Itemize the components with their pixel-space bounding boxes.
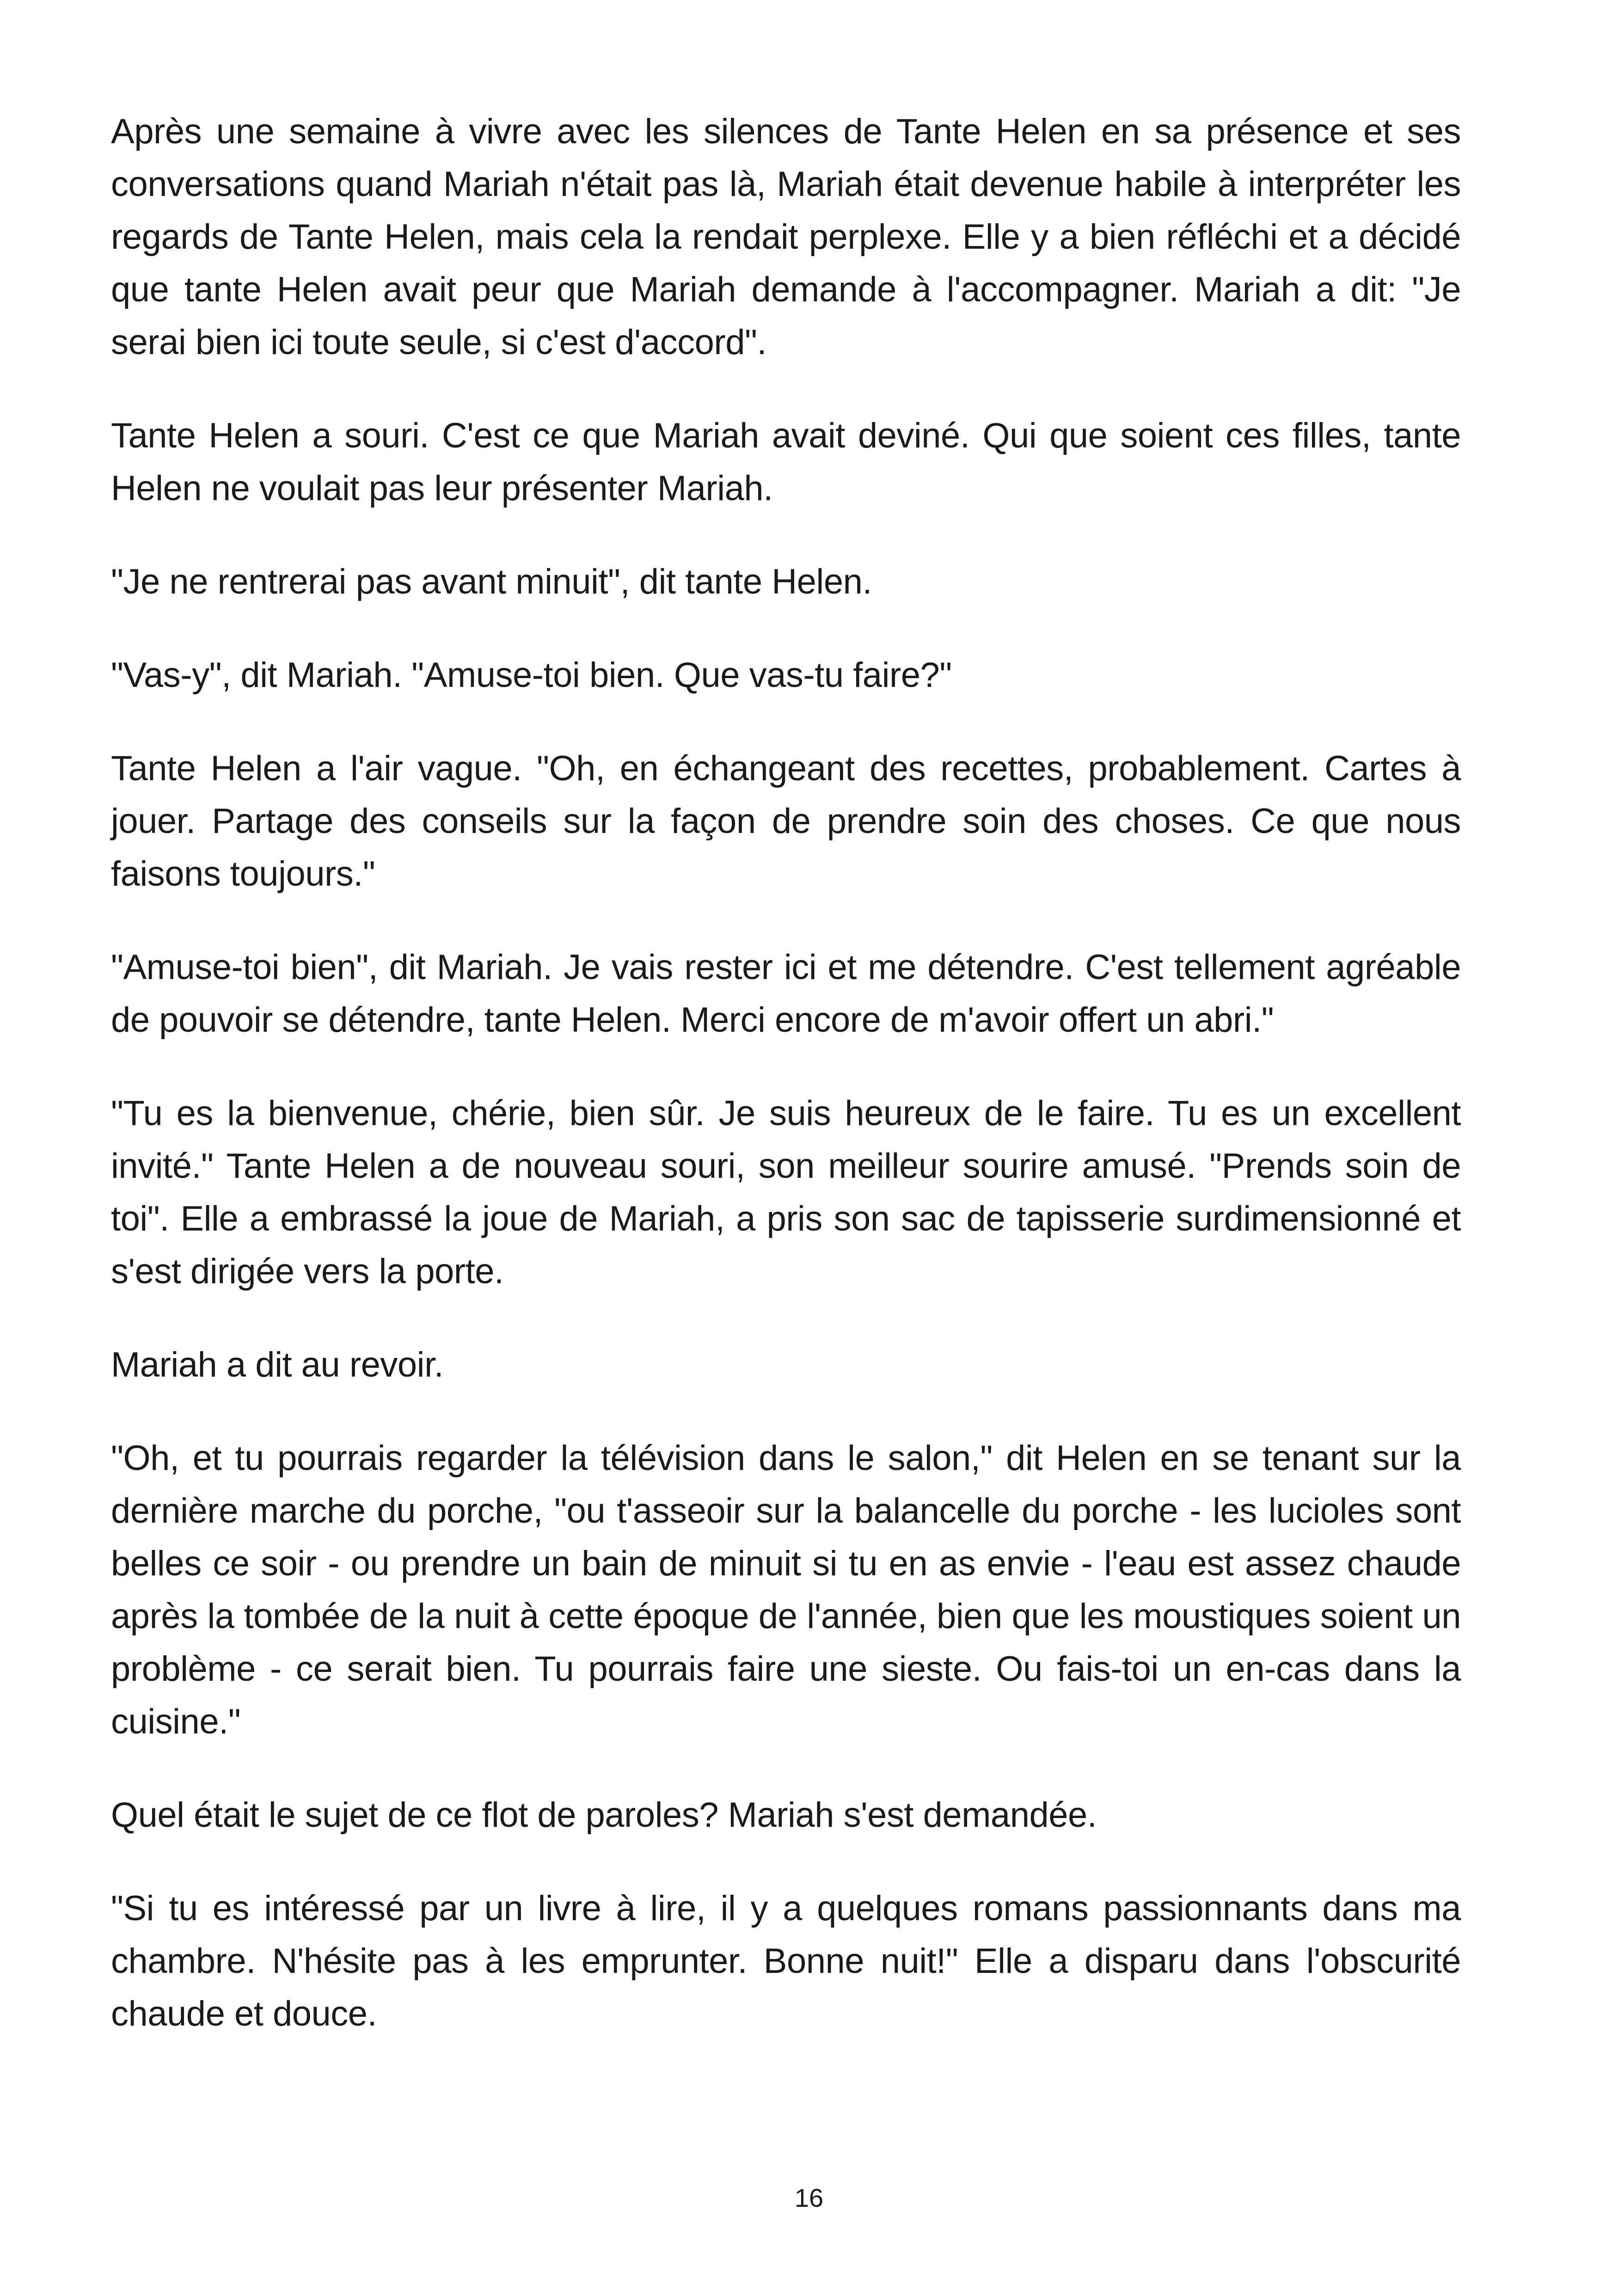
paragraph: Tante Helen a l'air vague. "Oh, en échangeant des recettes, probablement. Cartes à jouer. Partage des conseils sur la façon de prendre soin des choses. Ce que nous faisons toujours." [111, 749, 1461, 894]
paragraph: Mariah a dit au revoir. [111, 1345, 444, 1384]
paragraph: Après une semaine à vivre avec les silences de Tante Helen en sa présence et ses conversations quand Mariah n'était pas là, Mariah était devenue habile à interpréter les regards de Tante Helen, mais cela la rendait perplexe. Elle y a bien réfléchi et a décidé que tante Helen avait peur que Mariah demande à l'accompagner. Mariah a dit: "Je serai bien ici toute seule, si c'est d'accord". [111, 112, 1461, 362]
paragraph: "Si tu es intéressé par un livre à lire, il y a quelques romans passionnants dans ma chambre. N'hésite pas à les emprunter. Bonne nuit!" Elle a disparu dans l'obscurité chaude et douce. [111, 1889, 1461, 2033]
page-number: 16 [794, 2183, 824, 2212]
paragraph: Quel était le sujet de ce flot de paroles? Mariah s'est demandée. [111, 1795, 1097, 1835]
paragraph: Tante Helen a souri. C'est ce que Mariah avait deviné. Qui que soient ces filles, tante Helen ne voulait pas leur présenter Mariah. [111, 416, 1461, 508]
paragraph: "Oh, et tu pourrais regarder la télévision dans le salon," dit Helen en se tenant sur la dernière marche du porche, "ou t'asseoir sur la balancelle du porche - les lucioles sont belles ce soir - ou prendre un bain de minuit si tu en as envie - l'eau est assez chaude après la tombée de la nuit à cette époque de l'année, bien que les moustiques soient un problème - ce serait bien. Tu pourrais faire une sieste. Ou fais-toi un en-cas dans la cuisine." [111, 1439, 1461, 1741]
page-body [111, 105, 1461, 2040]
paragraph: "Je ne rentrerai pas avant minuit", dit tante Helen. [111, 562, 872, 601]
paragraph: "Tu es la bienvenue, chérie, bien sûr. Je suis heureux de le faire. Tu es un excellent invité." Tante Helen a de nouveau souri, son meilleur sourire amusé. "Prends soin de toi". Elle a embrassé la joue de Mariah, a pris son sac de tapisserie surdimensionné et s'est dirigée vers la porte. [111, 1094, 1461, 1291]
paragraph: "Amuse-toi bien", dit Mariah. Je vais rester ici et me détendre. C'est tellement agréable de pouvoir se détendre, tante Helen. Merci encore de m'avoir offert un abri." [111, 948, 1461, 1040]
paragraph: "Vas-y", dit Mariah. "Amuse-toi bien. Que vas-tu faire?" [111, 655, 952, 695]
